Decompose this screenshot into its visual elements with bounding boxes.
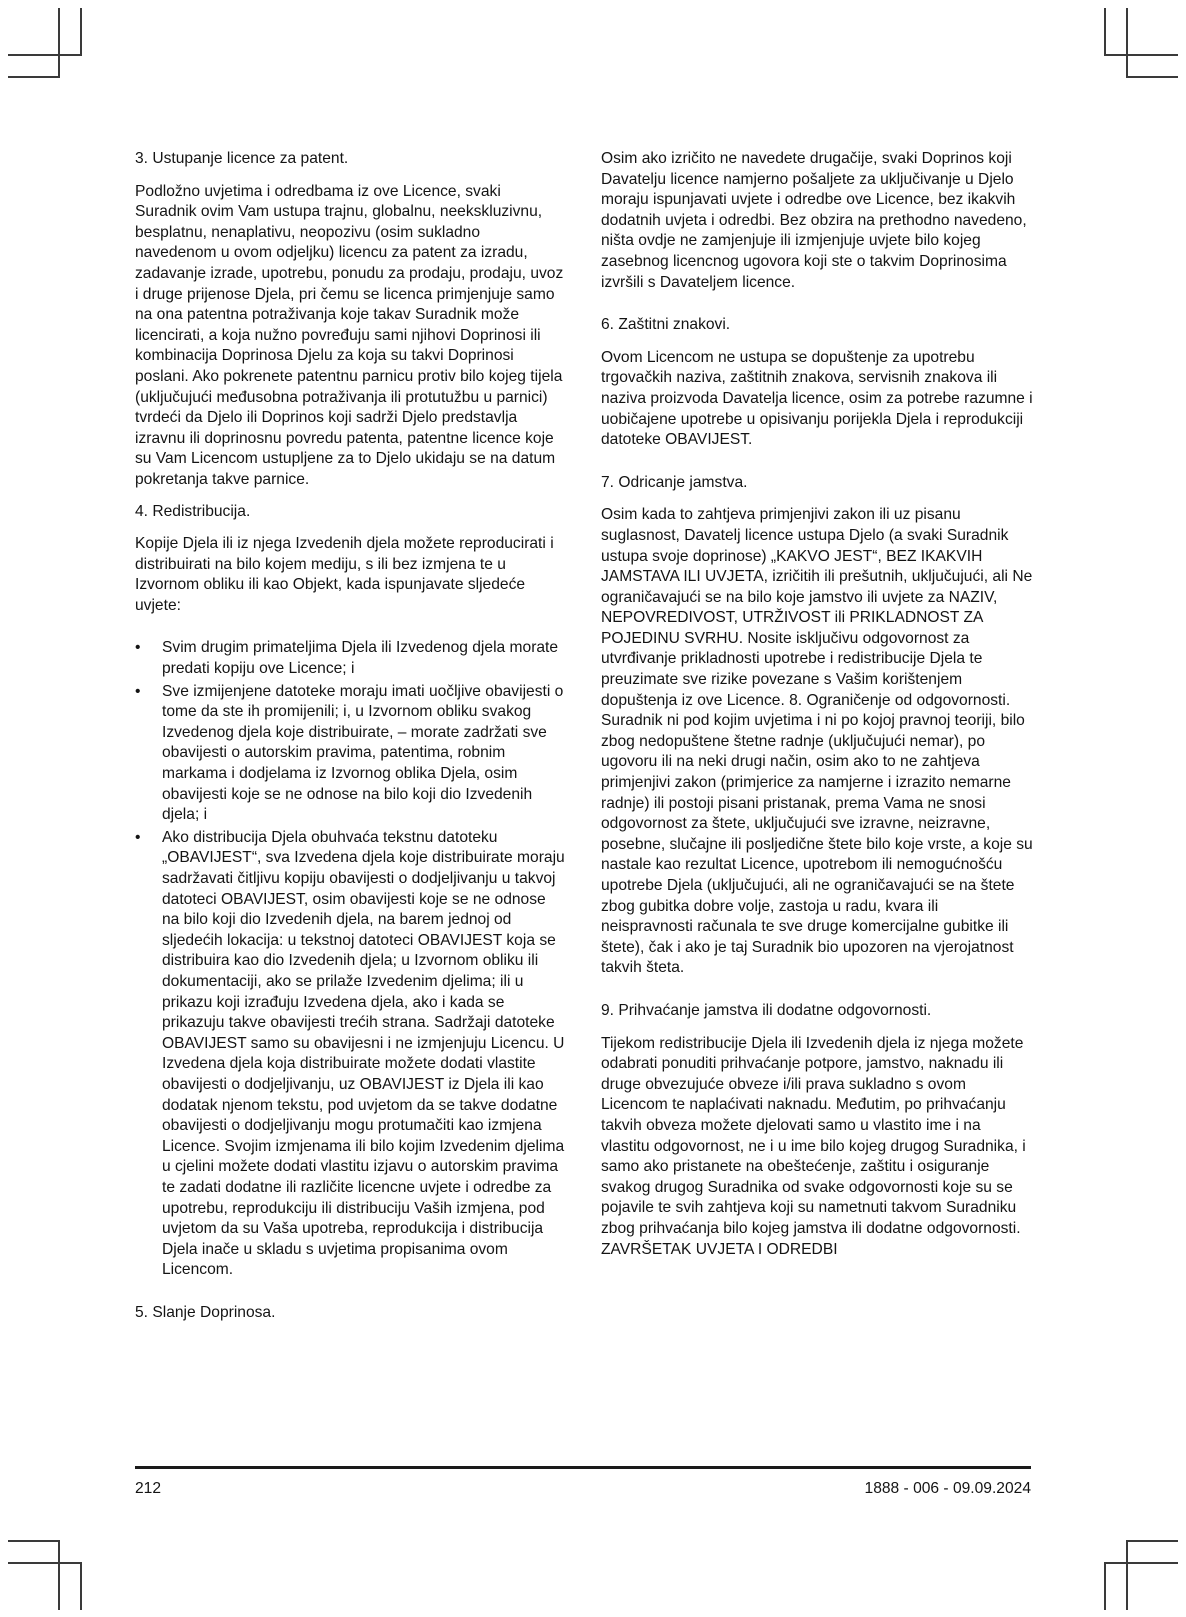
bullet-marker: • (135, 682, 141, 700)
crop-mark-top-left-vertical-inner (80, 8, 82, 56)
crop-mark-bottom-left-vertical-inner (80, 1562, 82, 1610)
list-item (135, 682, 565, 826)
bullet-text: Svim drugim primateljima Djela ili Izvedenog djela morate predati kopiju ove Licence; i (162, 639, 559, 678)
section-3-body: Podložno uvjetima i odredbama iz ove Licence, svaki Suradnik ovim Vam ustupa trajnu, globalnu, neekskluzivnu, besplatnu, nenaplativu, neopozivu (osim sukladno navedenom u ovom odjeljku) licencu za patent za izradu, zadavanje izrade, upotrebu, ponudu za prodaju, prodaju, uvoz i druge prijenose Djela, pri čemu se licenca primjenjuje samo na ona patentna potraživanja koje takav Suradnik može licencirati, a koja nužno povređuju sami njihovi Doprinosi ili kombinacija Doprinosa Djelu za koja su takvi Doprinosi poslani. Ako pokrenete patentnu parnicu protiv bilo kojeg tijela (uključujući međusobna potraživanja ili protutužbu u parnici) tvrdeći da Djelo ili Doprinos koji sadrži Djelo predstavlja izravnu ili doprinosnu povredu patenta, patentne licence koje su Vam Licencom ustupljene za to Djelo ukidaju se na datum pokretanja takve parnice. (135, 182, 564, 488)
crop-mark-bottom-right-horizontal-inner (1104, 1562, 1178, 1564)
crop-mark-top-right-horizontal (1104, 54, 1178, 56)
section-9-body: Tijekom redistribucije Djela ili Izvedenih djela iz njega možete odabrati ponuditi prihvaćanje potpore, jamstvo, naknadu ili druge obvezujuće obveze i/ili prava sukladno s ovom Licencom te naplaćivati naknadu. Međutim, po prihvaćanju takvih obveza možete djelovati samo u vlastito ime i na vlastitu odgovornost, ne i u ime bilo kojeg drugog Suradnika, i samo ako pristanete na obeštećenje, zaštitu i osiguranje svakog drugog Suradnika od svake odgovornosti koje su se pojavile te svih zahtjeva koji su nametnuti takvom Suradniku zbog prihvaćanja bilo kojeg jamstva ili dodatne odgovornosti. (601, 1034, 1026, 1237)
left-column (135, 149, 565, 1335)
section-3-heading: 3. Ustupanje licence za patent. (135, 150, 349, 167)
crop-mark-bottom-left-horizontal (8, 1540, 60, 1542)
section-4-heading: 4. Redistribucija. (135, 502, 251, 520)
section-6-body: Ovom Licencom ne ustupa se dopuštenje za upotrebu trgovačkih naziva, zaštitnih znakova, servisnih znakova ili naziva proizvoda Davatelja licence, osim za potrebe razumne i uobičajene upotrebe u opisivanju porijekla Djela i reprodukciji datoteke OBAVIJEST. (601, 348, 1033, 449)
crop-mark-top-left-horizontal (8, 54, 82, 56)
page-number: 212 (135, 1480, 162, 1497)
section-5-heading: 5. Slanje Doprinosa. (135, 1303, 276, 1321)
section-5-body: Osim ako izričito ne navedete drugačije, svaki Doprinos koji Davatelju licence namjerno pošaljete za uključivanje u Djelo moraju ispunjavati uvjete i odredbe ove Licence, bez ikakvih dodatnih uvjeta i odredbi. Bez obzira na prethodno navedeno, ništa ovdje ne zamjenjuje ili izmjenjuje uvjete bilo kojeg zasebnog licencnog ugovora koji ste o takvim Doprinosima izvršili s Davateljem licence. (601, 150, 1027, 291)
bullet-marker: • (135, 639, 141, 657)
section-7-heading: 7. Odricanje jamstva. (601, 473, 748, 491)
section-4-bullet-list (135, 638, 565, 1280)
crop-mark-bottom-right-vertical-inner (1126, 1540, 1128, 1610)
crop-mark-top-left-vertical (58, 8, 60, 76)
section-6-heading: 6. Zaštitni znakovi. (601, 316, 731, 334)
bullet-marker: • (135, 828, 141, 846)
footer-divider (135, 1466, 1031, 1469)
list-item (135, 828, 565, 1281)
crop-mark-top-right-horizontal-inner (1126, 76, 1178, 78)
crop-mark-bottom-left-horizontal-inner (8, 1562, 82, 1564)
section-9-heading: 9. Prihvaćanje jamstva ili dodatne odgovornosti. (601, 1001, 932, 1019)
list-item (135, 638, 565, 679)
crop-mark-top-right-vertical (1104, 8, 1106, 56)
crop-mark-bottom-left-vertical (58, 1540, 60, 1610)
crop-mark-top-left-horizontal-inner (8, 76, 60, 78)
closing-line: ZAVRŠETAK UVJETA I ODREDBI (601, 1240, 838, 1258)
crop-mark-bottom-right-vertical (1104, 1562, 1106, 1610)
crop-mark-top-right-vertical-inner (1126, 8, 1128, 76)
bullet-text: Sve izmijenjene datoteke moraju imati uočljive obavijesti o tome da ste ih promijenili; i, u Izvornom obliku svakog Izvedenog djela koje distribuirate, – morate zadržati sve obavijesti o autorskim pravima, patentima, robnim markama i dodjelama iz Izvornog oblika Djela, osim obavijesti koje se ne odnose na bilo koji dio Izvedenih djela; i (162, 682, 564, 824)
document-code: 1888 - 006 - 09.09.2024 (864, 1480, 1031, 1497)
section-4-intro: Kopije Djela ili iz njega Izvedenih djela možete reproducirati i distribuirati na bilo kojem mediju, s ili bez izmjena te u Izvornom obliku ili kao Objekt, kada ispunjavate sljedeće uvjete: (135, 535, 554, 614)
section-7-body: Osim kada to zahtjeva primjenjivi zakon ili uz pisanu suglasnost, Davatelj licence ustupa Djelo (a svaki Suradnik ustupa svoje doprinose) „KAKVO JEST“, BEZ IKAKVIH JAMSTAVA ILI UVJETA, izričitih ili prešutnih, uključujući, ali Ne ograničavajući se na bilo koje jamstvo ili uvjete za NAZIV, NEPOVREDIVOST, UTRŽIVOST ili PRIKLADNOST ZA POJEDINU SVRHU. Nosite isključivu odgovornost za utvrđivanje prikladnosti upotrebe i redistribucije Djela te preuzimate sve rizike povezane s Vašim korištenjem dopuštenja iz ove Licence. 8. Ograničenje od odgovornosti. Suradnik ni pod kojim uvjetima i ni po kojoj pravnoj teoriji, bilo zbog nedopuštene štetne radnje (uključujući nemar), po ugovoru ili na neki drugi način, osim ako to ne zahtjeva primjenjivi zakon (primjerice za namjerne i izrazito nemarne radnje) ili postoji pisani pristanak, prema Vama ne snosi odgovornost za štete, uključujući sve izravne, neizravne, posebne, slučajne ili posljedične štete bilo koje vrste, a koje su nastale kao rezultat Licence, upotrebom ili nemogućnošću upotrebe Djela (uključujući, ali ne ograničavajući se na štete zbog gubitka dobre volje, zastoja u radu, kvara ili neispravnosti računala te sve druge komercijalne gubitke ili štete), čak i ako je taj Suradnik bio upozoren na vjerojatnost takvih šteta. (601, 506, 1033, 977)
right-column (601, 149, 1033, 1282)
bullet-text: Ako distribucija Djela obuhvaća tekstnu datoteku „OBAVIJEST“, sva Izvedena djela koje distribuirate moraju sadržavati čitljivu kopiju obavijesti o dodjeljivanju u takvoj datoteci OBAVIJEST, osim obavijesti koje se ne odnose na bilo koji dio Izvedenih djela, na barem jednoj od sljedećih lokacija: u tekstnoj datoteci OBAVIJEST koja se distribuira kao dio Izvedenih djela; u Izvornom obliku ili dokumentaciji, ako se prilaže Izvedenim djelima; ili u prikazu koji izrađuju Izvedena djela, ako i kada se prikazuju takve obavijesti trećih strana. Sadržaji datoteke OBAVIJEST samo su obavijesni i ne izmjenjuju Licencu. U Izvedena djela koja distribuirate možete dodati vlastite obavijesti o dodjeljivanju, uz OBAVIJEST iz Djela ili kao dodatak njenom tekstu, pod uvjetom da se takve dodatne obavijesti o dodjeljivanju mogu protumačiti kao izmjena Licence. Svojim izmjenama ili bilo kojim Izvedenim djelima u cjelini možete dodati vlastitu izjavu o autorskim pravima te zadati dodatne ili različite licencne uvjete i odredbe za upotrebu, reprodukciju ili distribuciju Vaših izmjena, pod uvjetom da su Vaša upotreba, reprodukcija i distribucija Djela inače u skladu s uvjetima propisanima ovom Licencom. (162, 828, 565, 1279)
crop-mark-bottom-right-horizontal (1126, 1540, 1178, 1542)
